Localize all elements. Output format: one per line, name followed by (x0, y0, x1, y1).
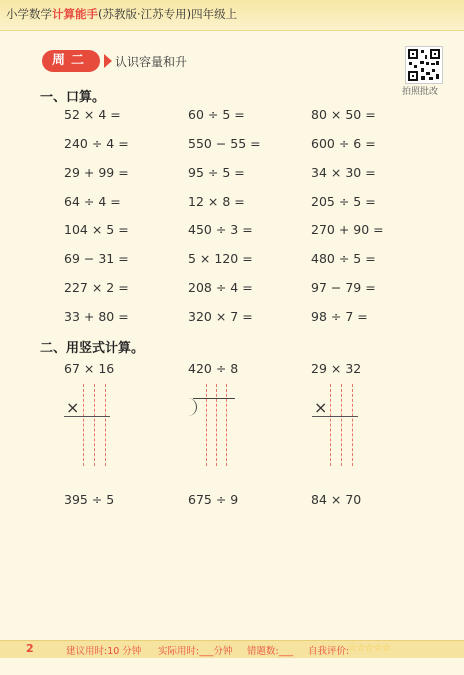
vertical-problem: 29 × 32 (311, 361, 362, 376)
oral-problem: 450 ÷ 3 = (188, 222, 253, 237)
oral-problem: 12 × 8 = (188, 194, 245, 209)
work-guide-line (83, 384, 84, 466)
qr-code-icon[interactable] (405, 46, 443, 84)
oral-problem: 205 ÷ 5 = (311, 194, 376, 209)
footer-bar (0, 640, 464, 658)
multiply-sign: × (66, 398, 80, 417)
work-guide-line (206, 384, 207, 466)
actual-time: 实际用时:___分钟 (158, 646, 233, 657)
error-count: 错题数:___ (247, 646, 293, 657)
division-bracket (186, 398, 197, 416)
day-badge: 周二 (42, 50, 100, 72)
work-guide-line (352, 384, 353, 466)
multiply-sign: × (314, 398, 328, 417)
vertical-problem: 84 × 70 (311, 492, 362, 507)
vertical-problem: 420 ÷ 8 (188, 361, 239, 376)
page-number: 2 (26, 642, 34, 655)
book-title (6, 6, 237, 22)
header-bar (0, 0, 464, 31)
oral-problem: 97 − 79 = (311, 280, 376, 295)
oral-problem: 60 ÷ 5 = (188, 107, 245, 122)
oral-problem: 5 × 120 = (188, 251, 253, 266)
oral-problem: 208 ÷ 4 = (188, 280, 253, 295)
answer-line (312, 416, 358, 417)
rating-stars-icon[interactable]: ☆☆☆☆☆ (348, 643, 391, 654)
vertical-problem: 675 ÷ 9 (188, 492, 239, 507)
vertical-problem: 395 ÷ 5 (64, 492, 115, 507)
oral-problem: 104 × 5 = (64, 222, 129, 237)
oral-problem: 34 × 30 = (311, 165, 376, 180)
work-guide-line (330, 384, 331, 466)
oral-problem: 33 + 80 = (64, 309, 129, 324)
brand-label: 计算能手 (52, 7, 98, 21)
oral-problem: 240 ÷ 4 = (64, 136, 129, 151)
suggested-time: 建议用时:10 分钟 (66, 646, 142, 657)
oral-problem: 320 × 7 = (188, 309, 253, 324)
oral-problem: 227 × 2 = (64, 280, 129, 295)
oral-problem: 52 × 4 = (64, 107, 121, 122)
oral-problem: 29 + 99 = (64, 165, 129, 180)
oral-problem: 98 ÷ 7 = (311, 309, 368, 324)
oral-problem: 550 − 55 = (188, 136, 261, 151)
edition-label: (苏教版·江苏专用)四年级上 (98, 7, 238, 21)
vertical-problem: 67 × 16 (64, 361, 115, 376)
work-guide-line (226, 384, 227, 466)
work-guide-line (216, 384, 217, 466)
qr-label: 拍照批改 (402, 87, 439, 97)
oral-problem: 480 ÷ 5 = (311, 251, 376, 266)
division-bar (193, 398, 235, 399)
subject-label: 小学数学 (6, 7, 52, 21)
topic-title: 认识容量和升 (115, 55, 188, 69)
oral-problem: 64 ÷ 4 = (64, 194, 121, 209)
oral-problem: 69 − 31 = (64, 251, 129, 266)
section-vertical-title: 二、用竖式计算。 (40, 341, 145, 356)
self-eval-label: 自我评价: (308, 646, 350, 657)
work-guide-line (105, 384, 106, 466)
work-guide-line (341, 384, 342, 466)
section-oral-title: 一、口算。 (40, 90, 106, 105)
oral-problem: 95 ÷ 5 = (188, 165, 245, 180)
work-guide-line (94, 384, 95, 466)
answer-line (64, 416, 110, 417)
oral-problem: 270 + 90 = (311, 222, 384, 237)
oral-problem: 600 ÷ 6 = (311, 136, 376, 151)
oral-problem: 80 × 50 = (311, 107, 376, 122)
